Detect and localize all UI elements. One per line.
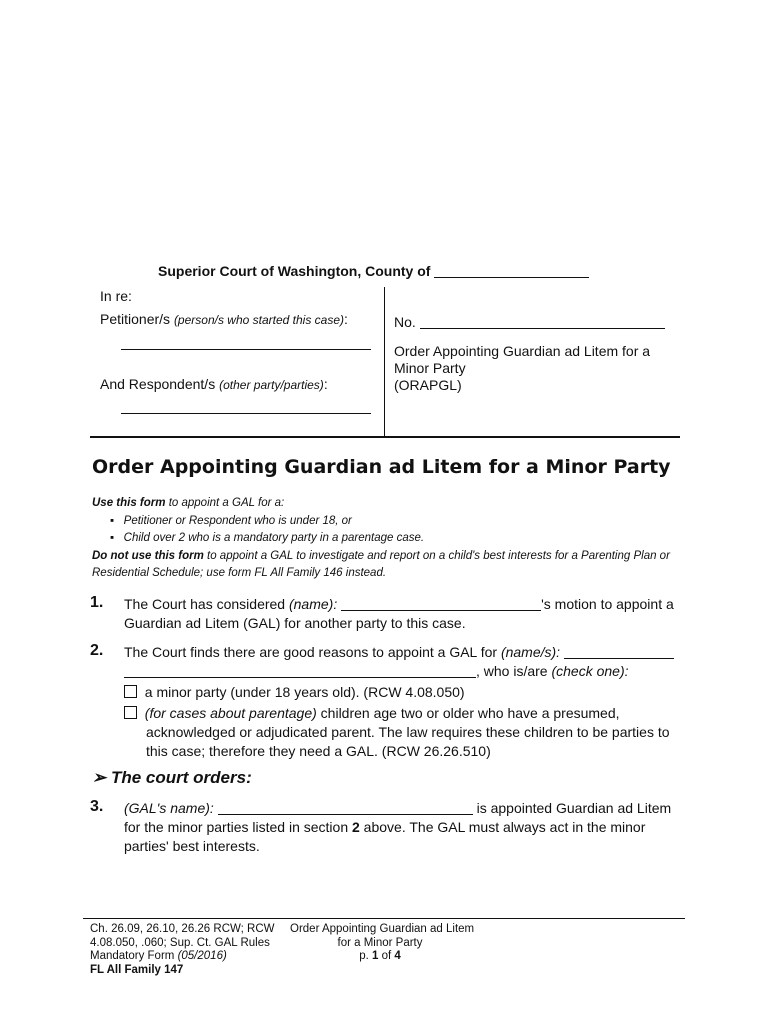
instructions: Use this form to appoint a GAL for a: ▪ Petitioner or Respondent who is under 18, or ▪ Child over 2 who is a mandatory party in a parentage case. Do not use this form to appoint a GAL to investigate and report on a child's best interests for a Parenting Plan or Residential Schedule; use form FL All Family 146 instead. xyxy=(92,497,670,579)
section-3-number: 3. xyxy=(90,798,104,815)
footer-center: Order Appointing Guardian ad Litem for a Minor Party p. 1 of 4 xyxy=(290,923,475,962)
section-1: The Court has considered (name): 's motion to appoint a Guardian ad Litem (GAL) for another party to this case. xyxy=(124,596,674,631)
petitioner-label: Petitioner/s (person/s who started this case): xyxy=(100,311,348,327)
footer-rule xyxy=(83,918,685,919)
section-1-number: 1. xyxy=(90,594,104,611)
names-field[interactable] xyxy=(564,646,674,659)
in-re-label: In re: xyxy=(100,288,132,304)
respondent-label: And Respondent/s (other party/parties): xyxy=(100,376,328,392)
section-2-number: 2. xyxy=(90,642,104,659)
court-heading: Superior Court of Washington, County of xyxy=(158,263,589,279)
case-title: Order Appointing Guardian ad Litem for a Minor Party (ORAPGL) xyxy=(394,343,651,393)
names-field-2[interactable] xyxy=(124,665,476,678)
orders-heading: ➢ The court orders: xyxy=(92,768,252,787)
case-number: No. xyxy=(394,314,665,330)
petitioner-field[interactable] xyxy=(121,349,371,350)
gal-name-field[interactable] xyxy=(218,802,473,815)
form-title: Order Appointing Guardian ad Litem for a Minor Party xyxy=(92,456,671,478)
arrow-icon: ➢ xyxy=(92,768,107,787)
section-3: (GAL's name): is appointed Guardian ad Litem for the minor parties listed in section 2 above. The GAL must always act in the minor parties' best interests. xyxy=(124,800,672,854)
caption-rule xyxy=(90,436,680,438)
respondent-field[interactable] xyxy=(121,413,371,414)
footer-left: Ch. 26.09, 26.10, 26.26 RCW; RCW 4.08.050, .060; Sup. Ct. GAL Rules Mandatory Form (05/2016) FL All Family 147 xyxy=(90,923,275,976)
caption-divider xyxy=(384,287,385,437)
name-field[interactable] xyxy=(341,598,541,611)
parentage-checkbox[interactable] xyxy=(124,706,137,719)
section-2: The Court finds there are good reasons to appoint a GAL for (name/s): , who is/are (check one): a minor party (under 18 years old). (RCW 4.08.050) (for cases about parentage) children age two or older who have a presumed, acknowledged or adjudicated parent. The law requires these children to be parties to this case; therefore they need a GAL. (RCW 26.26.510) xyxy=(124,643,674,761)
minor-party-checkbox[interactable] xyxy=(124,685,137,698)
